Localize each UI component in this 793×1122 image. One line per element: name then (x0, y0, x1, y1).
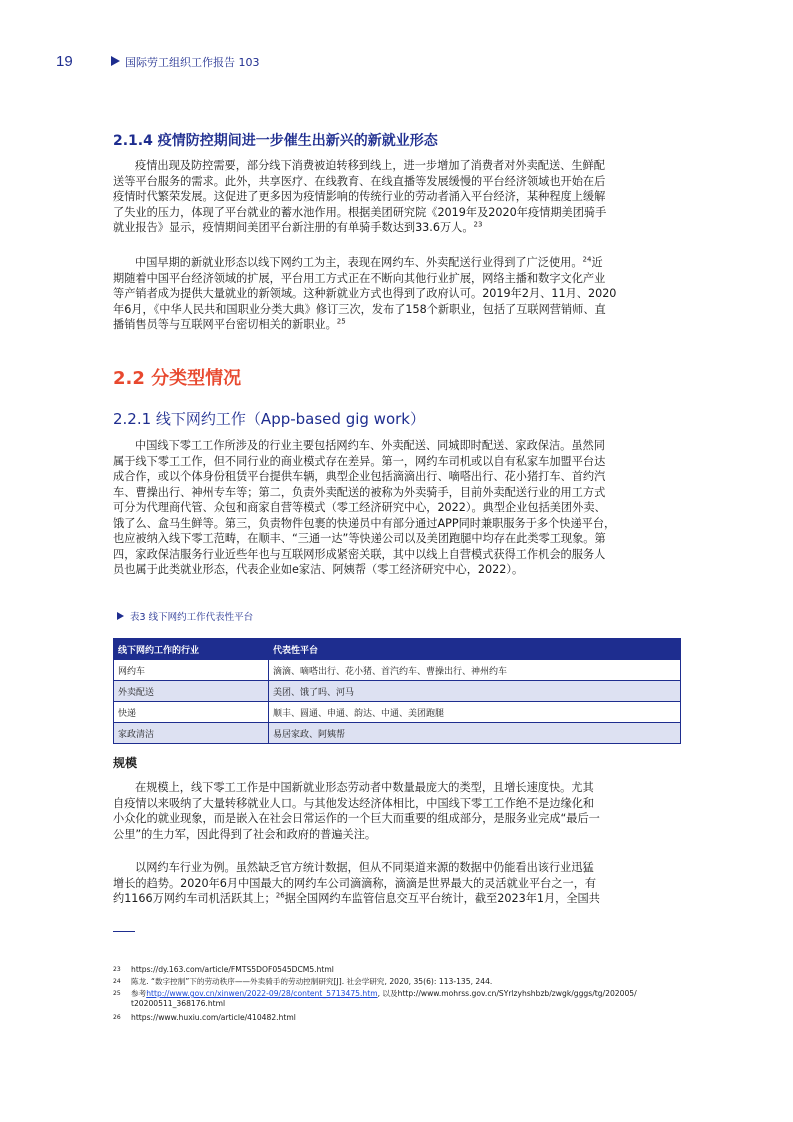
play-arrow-icon (117, 612, 124, 620)
section-heading-2-1-4: 2.1.4 疫情防控期间进一步催生出新兴的新就业形态 (113, 133, 438, 149)
footnote: 26 https://www.huxiu.com/article/410482.html (113, 1013, 296, 1022)
paragraph-gig-work: 中国线下零工工作所涉及的行业主要包括网约车、外卖配送、同城即时配送、家政保洁。虽然同 属于线下零工工作，但不同行业的商业模式存在差异。第一，网约车司机或以自有私家车加盟平台达 成合作，或以个体身份租赁平台提供车辆，典型企业包括滴滴出行、嘀嗒出行、花小猪打车、首约汽 车、曹操出行、神州专车等；第二，负责外卖配送的被称为外卖骑手，目前外卖配送行业的用工方式 可分为代理商代管、众包和商家自营等模式（零工经济研究中心，2022）。典型企业包括美团外卖、 饿了么、盒马生鲜等。第三，负责物件包裹的快递员中有部分通过APP同时兼职服务于多个快递平台， 也应被纳入线下零工范畴，在顺丰、“三通一达”等快递公司以及美团跑腿中均存在此类零工现象。第 四，家政保洁服务行业近些年也与互联网形成紧密关联，其中以线上自营模式获得工作机会的服务人 员也属于此类就业形态，代表企业如e家洁、阿姨帮（零工经济研究中心，2022）。 (113, 439, 616, 576)
table-cell: 快递 (114, 702, 269, 723)
report-title: 国际劳工组织工作报告 103 (125, 56, 260, 69)
section-heading-2-2: 2.2 分类型情况 (113, 368, 242, 389)
table-caption: 表3 线下网约工作代表性平台 (130, 612, 254, 623)
table-cell: 顺丰、圆通、申通、韵达、中通、美团跑腿 (269, 702, 681, 723)
section-heading-2-2-1: 2.2.1 线下网约工作（App-based gig work） (113, 410, 425, 428)
footnote: 23 https://dy.163.com/article/FMTS5DOF0545DCM5.html (113, 965, 334, 974)
table-row (114, 723, 681, 744)
footnote-ref: 24 (582, 255, 592, 264)
platform-table (113, 638, 681, 744)
footnote-ref: 23 (473, 220, 483, 229)
paragraph-early-forms: 中国早期的新就业形态以线下网约工为主，表现在网约车、外卖配送行业得到了广泛使用。$^{24}$近 期随着中国平台经济领域的扩展，平台用工方式正在不断向其他行业扩展，网络主播和数字文化产业 等产销者成为提供大量就业的新领域。这种新就业方式也得到了政府认可。2019年2月、11月、2020 年6月，《中华人民共和国职业分类大典》修订三次，发布了158个新职业，包括了互联网营销师、直 播销售员等与互联网平台密切相关的新职业。$^{25}$ (113, 255, 617, 331)
footnote-ref: 25 (336, 317, 346, 326)
table-cell: 家政清洁 (114, 723, 269, 744)
page-number: 19 (56, 53, 73, 70)
paragraph-ride-hailing: 以网约车行业为例。虽然缺乏官方统计数据，但从不同渠道来源的数据中仍能看出该行业迅猛 增长的趋势。2020年6月中国最大的网约车公司滴滴称，滴滴是世界最大的灵活就业平台之一，有 约1166万网约车司机活跃其上；$^{26}$据全国网约车监管信息交互平台统计，截至2023年1月，全国共 (113, 861, 600, 905)
table-row (114, 702, 681, 723)
footnote-divider (113, 931, 135, 932)
paragraph-scale: 在规模上，线下零工工作是中国新就业形态劳动者中数量最庞大的类型，且增长速度快。尤其 自疫情以来吸纳了大量转移就业人口。与其他发达经济体相比，中国线下零工工作绝不是边缘化和 小众化的就业现象，而是嵌入在社会日常运作的一个巨大而重要的组成部分，是服务业完成“最后一 公里”的生力军，因此得到了社会和政府的普遍关注。 (113, 781, 600, 841)
subheading-scale: 规模 (113, 756, 138, 770)
table-cell: 外卖配送 (114, 681, 269, 702)
table-row (114, 660, 681, 681)
table-cell: 美团、饿了吗、河马 (269, 681, 681, 702)
paragraph-pandemic: 疫情出现及防控需要，部分线下消费被迫转移到线上，进一步增加了消费者对外卖配送、生鲜配 送等平台服务的需求。此外，共享医疗、在线教育、在线直播等发展缓慢的平台经济领域也开始在后 疫情时代繁荣发展。这促进了更多因为疫情影响的传统行业的劳动者涌入平台经济，某种程度上缓解 了失业的压力，体现了平台就业的蓄水池作用。根据美团研究院《2019年及2020年疫情期美团骑手 就业报告》显示，疫情期间美团平台新注册的有单骑手数达到33.6万人。$^{23}$ (113, 159, 607, 234)
table-cell: 易居家政、阿姨帮 (269, 723, 681, 744)
table-header-row (114, 639, 681, 660)
table-cell: 滴滴、嘀嗒出行、花小猪、首汽约车、曹操出行、神州约车 (269, 660, 681, 681)
column-header: 代表性平台 (269, 639, 681, 660)
table-cell: 网约车 (114, 660, 269, 681)
footnote: 25 参考http://www.gov.cn/xinwen/2022-09/28/content_5713475.htm, 以及http://www.mohrss.gov.cn/SYrlzyhshbzb/zwgk/gggs/tg/202005/ t20200511_368176.html (113, 989, 637, 1008)
footnote-ref: 26 (275, 891, 285, 900)
column-header: 线下网约工作的行业 (114, 639, 269, 660)
play-arrow-icon (111, 56, 120, 66)
footnote-link[interactable]: http://www.gov.cn/xinwen/2022-09/28/content_5713475.htm (146, 989, 378, 998)
footnote: 24 陈龙. “数字控制”下的劳动秩序——外卖骑手的劳动控制研究[J]. 社会学研究, 2020, 35(6): 113-135, 244. (113, 977, 493, 986)
table-row (114, 681, 681, 702)
